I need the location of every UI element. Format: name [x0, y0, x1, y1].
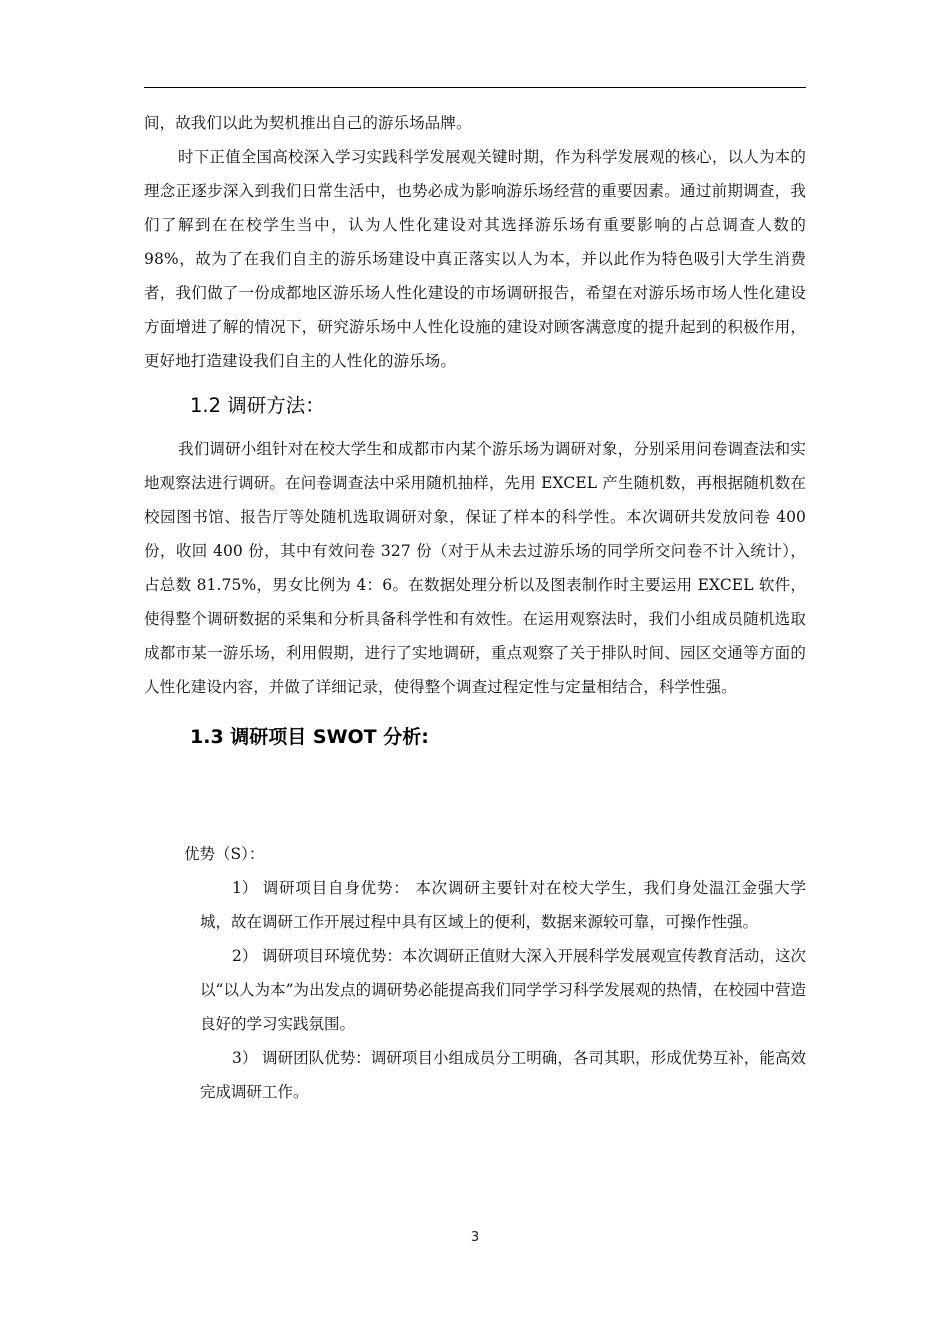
strengths-label: 优势（S）：: [184, 845, 265, 863]
strength-item-text: 调研项目自身优势： 本次调研主要针对在校大学生，我们身处温江金强大学城，故在调研工作开展过程中具有区域上的便利，数据来源较可靠，可操作性强。: [200, 879, 806, 931]
paragraph-background: 时下正值全国高校深入学习实践科学发展观关键时期，作为科学发展观的核心，以人为本的理念正逐步深入到我们日常生活中，也势必成为影响游乐场经营的重要因素。通过前期调查，我们了解到在在校学生当中，认为人性化建设对其选择游乐场有重要影响的占总调查人数的 98%，故为了在我们自主的游乐场建设中真正落实以人为本，并以此作为特色吸引大学生消费者，我们做了一份成都地区游乐场人性化建设的市场调研报告，希望在对游乐场市场人性化建设方面增进了解的情况下，研究游乐场中人性化设施的建设对顾客满意度的提升起到的积极作用，更好地打造建设我们自主的人性化的游乐场。: [144, 148, 806, 370]
strength-item-text: 调研团队优势：调研项目小组成员分工明确，各司其职，形成优势互补，能高效完成调研工作。: [200, 1049, 806, 1101]
page-content: [144, 106, 806, 1109]
page-number: 3: [470, 1230, 480, 1245]
heading-swot-analysis: 1.3 调研项目 SWOT 分析:: [190, 726, 429, 748]
heading-research-method: 1.2 调研方法：: [190, 394, 325, 417]
strength-item-number: 1）: [232, 879, 258, 897]
strength-item-number: 2）: [232, 947, 258, 965]
header-rule: [144, 87, 806, 88]
strength-item: [144, 871, 806, 939]
strength-item: [144, 1041, 806, 1109]
strength-item-number: 3）: [232, 1049, 258, 1067]
strength-item-text: 调研项目环境优势：本次调研正值财大深入开展科学发展观宣传教育活动，这次以“以人为本”为出发点的调研势必能提高我们同学学习科学发展观的热情，在校园中营造良好的学习实践氛围。: [200, 947, 806, 1033]
paragraph-continuation: 间，故我们以此为契机推出自己的游乐场品牌。: [144, 114, 472, 132]
paragraph-research-method: 我们调研小组针对在校大学生和成都市内某个游乐场为调研对象，分别采用问卷调查法和实地观察法进行调研。在问卷调查法中采用随机抽样，先用 EXCEL 产生随机数，再根据随机数在校园图书馆、报告厅等处随机选取调研对象，保证了样本的科学性。本次调研共发放问卷 400 份，收回 400 份，其中有效问卷 327 份（对于从未去过游乐场的同学所交问卷不计入统计），占总数 81.75%，男女比例为 4：6。在数据处理分析以及图表制作时主要运用 EXCEL 软件，使得整个调研数据的采集和分析具备科学性和有效性。在运用观察法时，我们小组成员随机选取成都市某一游乐场，利用假期，进行了实地调研，重点观察了关于排队时间、园区交通等方面的人性化建设内容，并做了详细记录，使得整个调查过程定性与定量相结合，科学性强。: [144, 440, 806, 696]
strength-item: [144, 939, 806, 1041]
